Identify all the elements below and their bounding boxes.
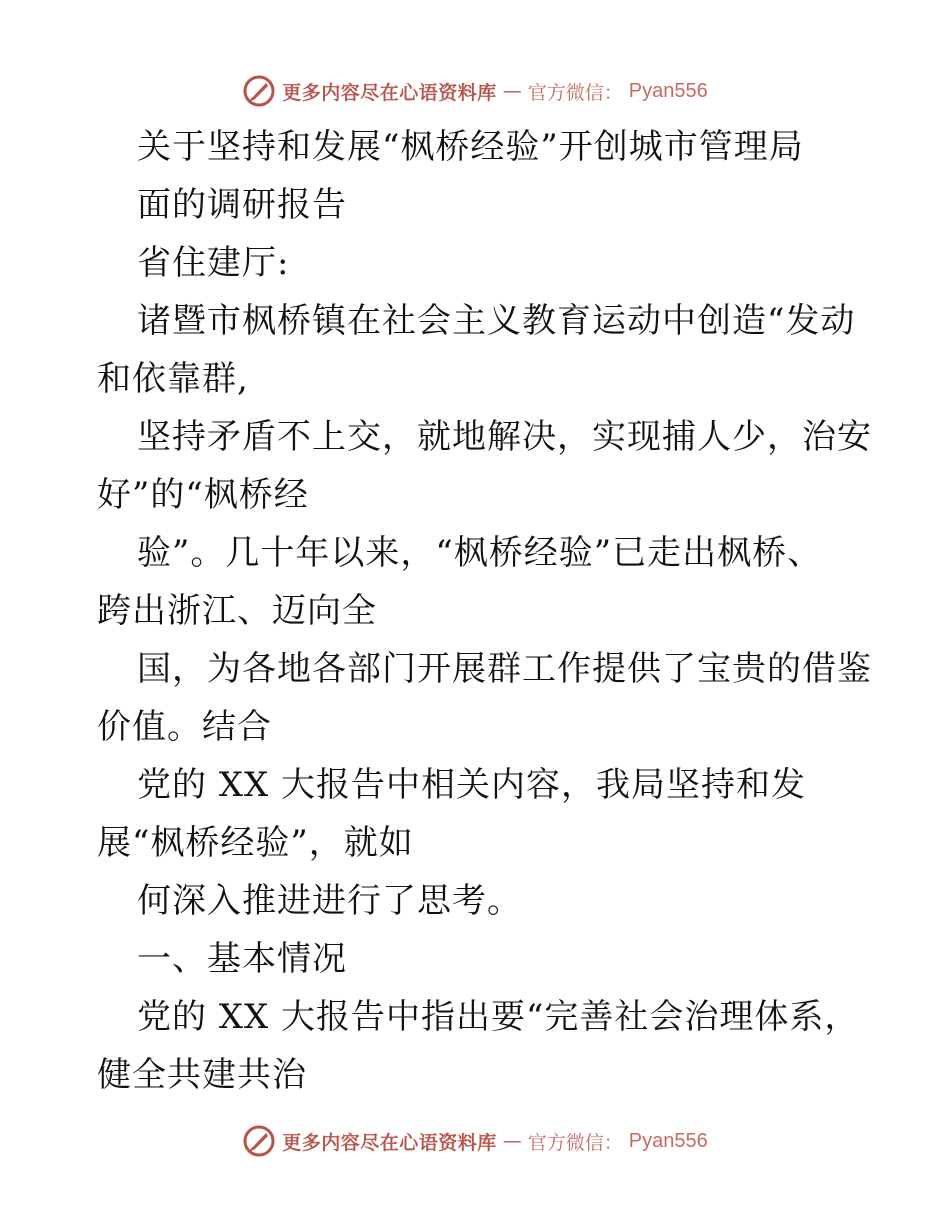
doc-paragraph-line: 价值。结合 bbox=[97, 707, 272, 747]
watermark-brand: 更多内容尽在心语资料库 bbox=[282, 1131, 497, 1154]
doc-section-heading: 一、基本情况 bbox=[137, 939, 347, 979]
watermark-official-label: 官方微信： bbox=[527, 81, 623, 104]
feather-pen-logo-icon bbox=[242, 74, 276, 108]
watermark-account-id: Pyan556 bbox=[628, 1129, 708, 1152]
doc-paragraph-line: 展“枫桥经验”，就如 bbox=[97, 823, 414, 863]
doc-paragraph-line: 验”。几十年以来，“枫桥经验”已走出枫桥、 bbox=[137, 533, 823, 573]
watermark-official-label: 官方微信： bbox=[527, 1131, 623, 1154]
doc-paragraph-line: 国，为各地各部门开展群工作提供了宝贵的借鉴 bbox=[137, 649, 872, 689]
doc-paragraph-line: 健全共建共治 bbox=[97, 1055, 307, 1095]
doc-title-line-1: 关于坚持和发展“枫桥经验”开创城市管理局 bbox=[137, 127, 804, 167]
doc-paragraph-line: 党的 XX 大报告中指出要“完善社会治理体系， bbox=[137, 997, 860, 1037]
doc-addressee: 省住建厅: bbox=[137, 243, 290, 283]
header-watermark bbox=[0, 70, 950, 112]
doc-paragraph-line: 诸暨市枫桥镇在社会主义教育运动中创造“发动 bbox=[137, 301, 856, 341]
watermark-brand: 更多内容尽在心语资料库 bbox=[282, 81, 497, 104]
feather-pen-logo-icon bbox=[242, 1124, 276, 1158]
doc-paragraph-line: 党的 XX 大报告中相关内容，我局坚持和发 bbox=[137, 765, 807, 805]
doc-paragraph-line: 何深入推进进行了思考。 bbox=[137, 881, 522, 921]
watermark-separator: — bbox=[502, 80, 522, 102]
doc-paragraph-line: 坚持矛盾不上交，就地解决，实现捕人少，治安 bbox=[137, 417, 872, 457]
doc-paragraph-line: 好”的“枫桥经 bbox=[97, 475, 309, 515]
doc-title-line-2: 面的调研报告 bbox=[137, 185, 347, 225]
footer-watermark bbox=[0, 1120, 950, 1162]
document-body bbox=[97, 118, 897, 1104]
watermark-account-id: Pyan556 bbox=[628, 79, 708, 102]
watermark-separator: — bbox=[502, 1130, 522, 1152]
doc-paragraph-line: 跨出浙江、迈向全 bbox=[97, 591, 377, 631]
doc-paragraph-line: 和依靠群, bbox=[97, 359, 249, 399]
